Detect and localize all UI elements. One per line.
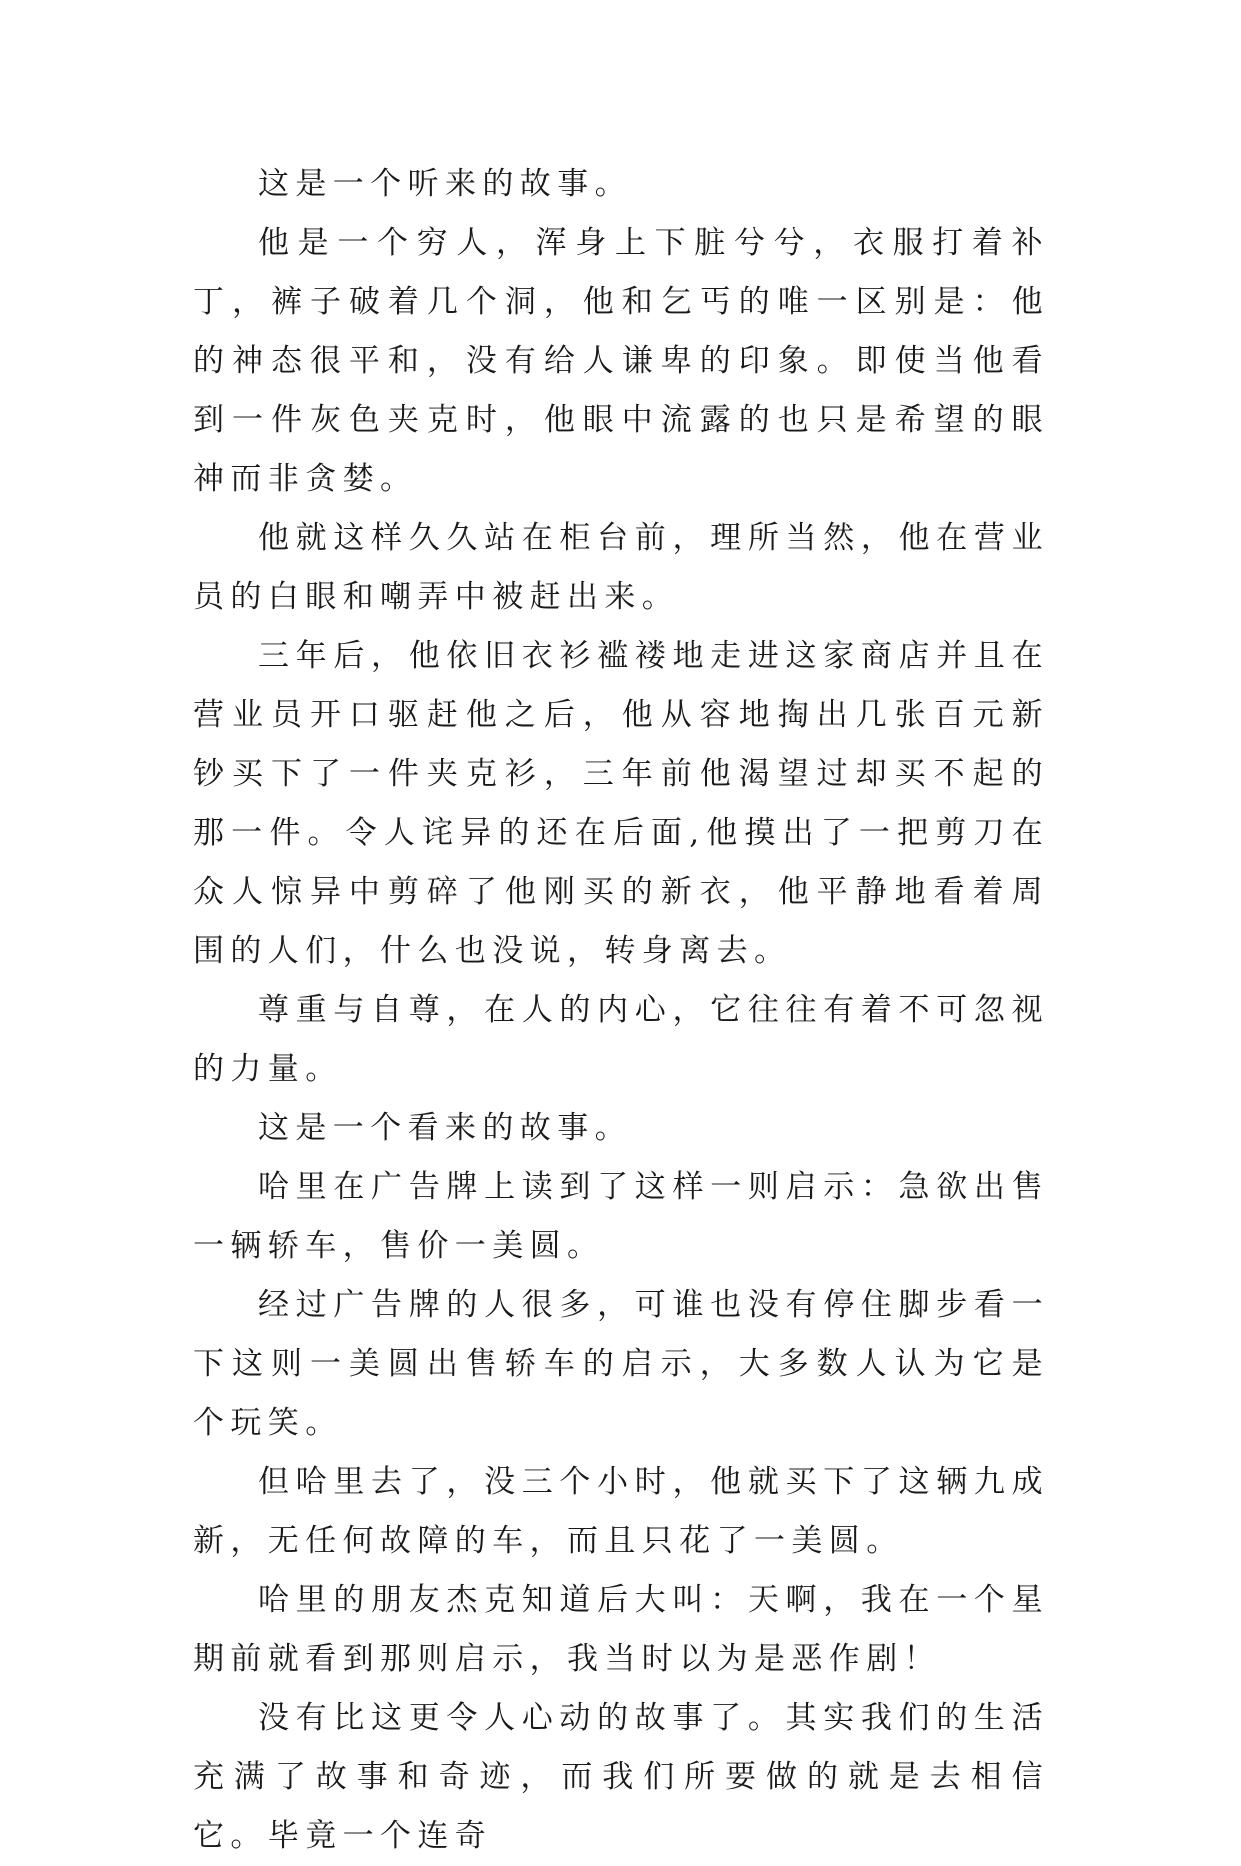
paragraph: 但哈里去了，没三个小时，他就买下了这辆九成新，无任何故障的车，而且只花了一美圆。: [193, 1464, 1049, 1559]
paragraph: 他是一个穷人，浑身上下脏兮兮，衣服打着补丁，裤子破着几个洞，他和乞丐的唯一区别是：他的神态很平和，没有给人谦卑的印象。即使当他看到一件灰色夹克时，他眼中流露的也只是希望的眼神而非贪婪。: [193, 225, 1049, 497]
paragraph: 经过广告牌的人很多，可谁也没有停住脚步看一下这则一美圆出售轿车的启示，大多数人认为它是个玩笑。: [193, 1287, 1049, 1441]
paragraph: 三年后，他依旧衣衫褴褛地走进这家商店并且在营业员开口驱赶他之后，他从容地掏出几张百元新钞买下了一件夹克衫，三年前他渴望过却买不起的那一件。令人诧异的还在后面,他摸出了一把剪刀在众人惊异中剪碎了他刚买的新衣，他平静地看着周围的人们，什么也没说，转身离去。: [193, 638, 1049, 969]
paragraph: 没有比这更令人心动的故事了。其实我们的生活充满了故事和奇迹，而我们所要做的就是去相信它。毕竟一个连奇: [193, 1700, 1049, 1854]
paragraph: 哈里的朋友杰克知道后大叫：天啊，我在一个星期前就看到那则启示，我当时以为是恶作剧！: [193, 1582, 1049, 1677]
body-text: [193, 155, 1049, 1866]
paragraph: 他就这样久久站在柜台前，理所当然，他在营业员的白眼和嘲弄中被赶出来。: [193, 520, 1049, 615]
paragraph: 尊重与自尊，在人的内心，它往往有着不可忽视的力量。: [193, 992, 1049, 1087]
paragraph: 这是一个听来的故事。: [258, 166, 632, 202]
paragraph: 哈里在广告牌上读到了这样一则启示：急欲出售一辆轿车，售价一美圆。: [193, 1169, 1049, 1264]
paragraph: 这是一个看来的故事。: [258, 1110, 632, 1146]
